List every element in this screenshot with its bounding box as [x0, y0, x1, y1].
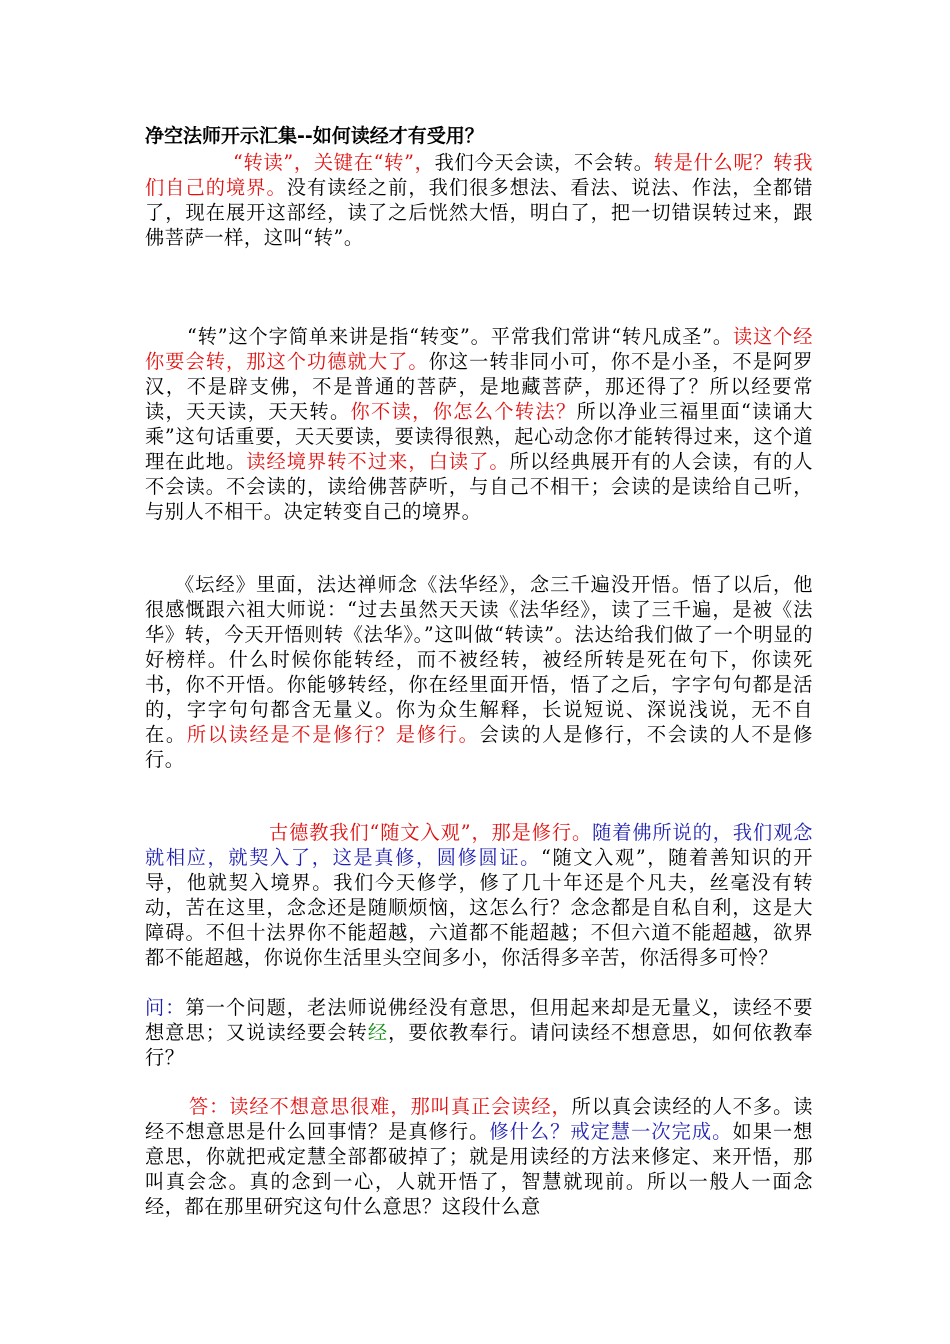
highlight-red: 古德教我们“随文入观”，那是修行。 — [269, 821, 593, 844]
highlight-red: 所以读经是不是修行？是修行。 — [186, 723, 480, 746]
highlight-blue: 随着佛所说的，我们观念就相应，就契入了，这是真修，圆修圆证。 — [145, 821, 813, 869]
paragraph-1 — [145, 150, 813, 250]
text-run: 所以真会读经的人不多。读经不想意思是什么回事情？是真修行。 — [145, 1095, 813, 1143]
highlight-red: 读这个经你要会转，那这个功德就大了。 — [145, 325, 813, 373]
text-run: 会读的人是修行，不会读的人不是修行。 — [145, 723, 813, 771]
text-run: ，要依教奉行。请问读经不想意思，如何依教奉行？ — [145, 1021, 813, 1069]
paragraph-3 — [145, 572, 813, 772]
paragraph-2 — [145, 324, 813, 524]
text-run: 没有读经之前，我们很多想法、看法、说法、作法，全都错了，现在展开这部经，读了之后恍然大悟，明白了，把一切错误转过来，跟佛菩萨一样，这叫“转”。 — [145, 176, 813, 249]
text-run: 《坛经》里面，法达禅师念《法华经》，念三千遍没开悟。悟了以后，他很感慨跟六祖大师说：“过去虽然天天读《法华经》，读了三千遍，是被《法华》转，今天开悟则转《法华》。”这叫做“转读”。法达给我们做了一个明显的好榜样。什么时候你能转经，而不被经转，被经所转是死在句下，你读死书，你不开悟。你能够转经，你在经里面开悟，悟了之后，字字句句都是活的，字字句句都含无量义。你为众生解释，长说短说、深说浅说，无不自在。 — [145, 573, 813, 746]
highlight-red: 读经境界转不过来，白读了。 — [246, 450, 510, 473]
highlight-green: 经 — [367, 1021, 389, 1044]
text-run: 所以净业三福里面“读诵大乘”这句话重要，天天要读，要读得很熟，起心动念你才能转得过来，这个道理在此地。 — [145, 400, 813, 473]
highlight-red: 转是什么呢？转我们自己的境界。 — [145, 151, 814, 199]
paragraph-4 — [145, 820, 813, 970]
text-run: 所以经典展开有的人会读，有的人不会读。不会读的，读给佛菩萨听，与自己不相干；会读的是读给自己听，与别人不相干。决定转变自己的境界。 — [145, 450, 813, 523]
text-run: “随文入观”，随着善知识的开导，他就契入境界。我们今天修学，修了几十年还是个凡夫，丝毫没有转动，苦在这里，念念还是随顺烦恼，这怎么行？念念都是自私自利，这是大障碍。不但十法界你不能超越，六道都不能超越；不但六道不能超越，欲界都不能超越，你说你生活里头空间多小，你活得多辛苦，你活得多可怜？ — [145, 846, 813, 969]
highlight-red: “转读”，关键在“转”， — [233, 151, 435, 174]
paragraph-answer — [145, 1094, 813, 1219]
text-run: 如果一想意思，你就把戒定慧全部都破掉了；就是用读经的方法来修定、来开悟，那叫真会念。真的念到一心，人就开悟了，智慧就现前。所以一般人一面念经，都在那里研究这句什么意思？这段什么意 — [145, 1120, 813, 1218]
text-run: 我们今天会读，不会转。 — [434, 151, 654, 174]
text-run: 你这一转非同小可，你不是小圣，不是阿罗汉，不是辟支佛，不是普通的菩萨，是地藏菩萨，那还得了？所以经要常读，天天读，天天转。 — [145, 350, 813, 423]
text-run: “转”这个字简单来讲是指“转变”。平常我们常讲“转凡成圣”。 — [187, 325, 733, 348]
text-run: 第一个问题，老法师说佛经没有意思，但用起来却是无量义，读经不要想意思；又说读经要会转 — [145, 996, 813, 1044]
highlight-blue: 修什么？戒定慧一次完成。 — [489, 1120, 733, 1143]
answer-label: 答：读经不想意思很难，那叫真正会读经， — [189, 1095, 572, 1118]
page-title: 净空法师开示汇集--如何读经才有受用？ — [145, 125, 484, 147]
highlight-red: 你不读，你怎么个转法？ — [350, 400, 577, 423]
question-label: 问： — [145, 996, 186, 1019]
paragraph-question — [145, 995, 813, 1070]
